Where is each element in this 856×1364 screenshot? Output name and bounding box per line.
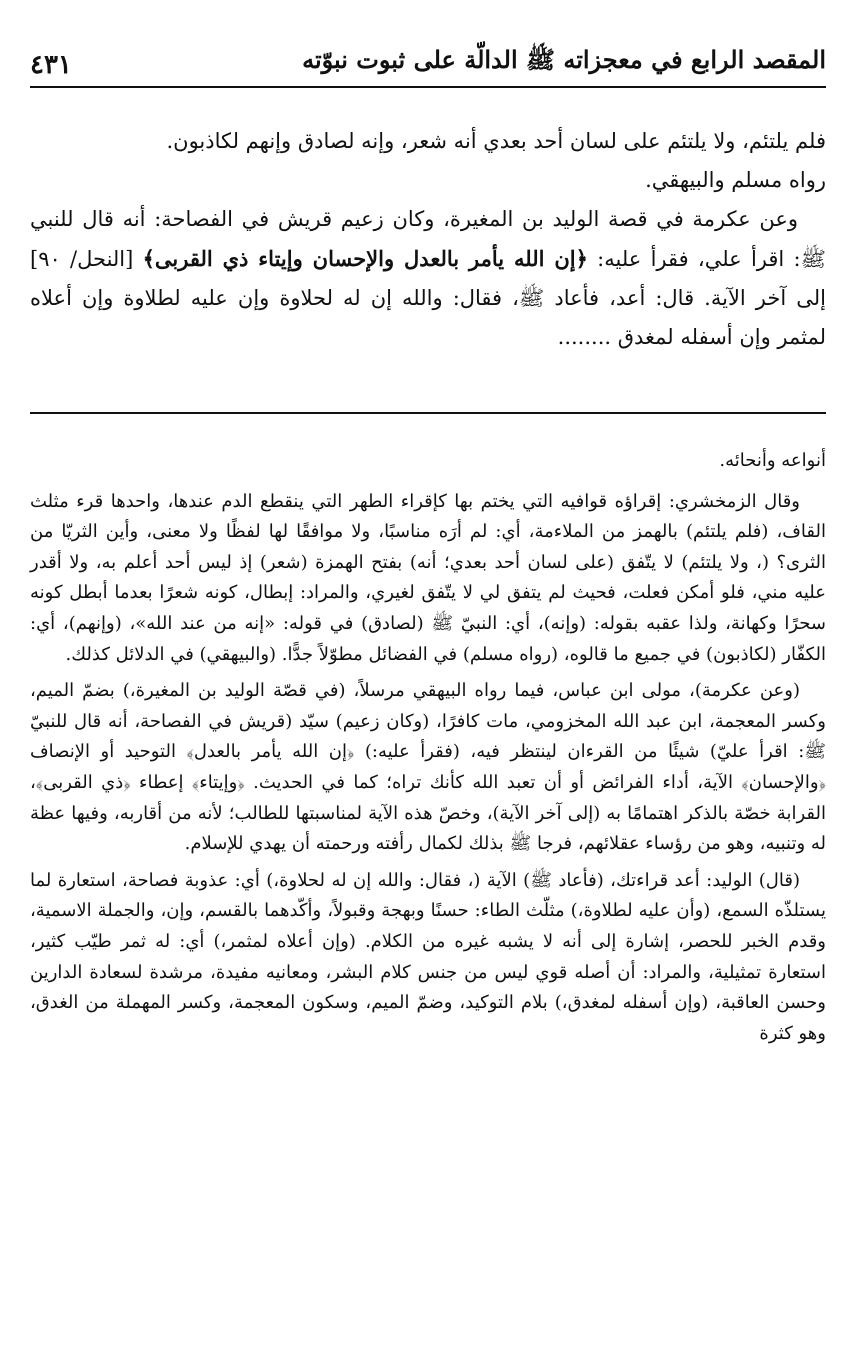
header-title: المقصد الرابع في معجزاته ﷺ الدالّة على ثبوت نبوّته (302, 45, 826, 74)
commentary-paragraph-1: أنواعه وأنحائه. (719, 450, 826, 471)
commentary-paragraph-3: (وعن عكرمة)، مولى ابن عباس، فيما رواه البيهقي مرسلاً، (في قصّة الوليد بن المغيرة،) بضمّ الميم، وكسر المعجمة، ابن عبد الله المخزومي، مات كافرًا، (وكان زعيم) سيّد (قريش في الفصاحة، أنه قال للنبيّ ﷺ: اقرأ عليّ) شيئًا من القرءان لينتظر فيه، (فقرأ عليه:) ﴿إن الله يأمر بالعدل﴾ التوحيد أو الإنصاف ﴿والإحسان﴾ الآية، أداء الفرائض أو أن تعبد الله كأنك تراه؛ كما في الحديث. ﴿وإيتاء﴾ إعطاء ﴿ذي القربى﴾، القرابة خصّة بالذكر اهتمامًا به (إلى آخر الآية)، وخصّ هذه الآية لمناسبتها للطالب؛ لأنه من أقاربه، وفيها عظة له وتنبيه، وهو من رؤساء عقلائهم، فرجا ﷺ بذلك لكمال رأفته ورحمته أن يهدي للإسلام. (30, 680, 826, 855)
quran-verse: ﴿إن الله يأمر بالعدل والإحسان وإيتاء ذي القربى﴾ (142, 246, 588, 271)
main-text (30, 122, 826, 357)
running-header (30, 40, 826, 88)
commentary-text (30, 446, 826, 1055)
main-paragraph-2: رواه مسلم والبيهقي. (645, 168, 826, 192)
main-paragraph-3 (30, 200, 826, 357)
page-number: ٤٣١ (30, 50, 72, 80)
section-divider (30, 412, 826, 414)
commentary-paragraph-2: وقال الزمخشري: إقراؤه قوافيه التي يختم بها كإقراء الطهر التي ينقطع الدم عندها، واحدها قرء مثلث القاف، (فلم يلتئم) بالهمز من الملاءمة، أي: لم أرَه مناسبًا، ولا موافقًا لها لفظًا ولا معنى، وأين الثريّا من الثرى؟ (، ولا يلتئم) لا يتّفق (على لسان أحد بعدي؛ أنه) بفتح الهمزة (شعر) إذ ليس أحد أعلم به، ولا أقدر عليه مني، فلو أمكن فعلت، فحيث لم يتفق لي لا يتّفق لغيري، والمراد: إبطال، كونه شعرًا بعدما أبطل كونه سحرًا وكهانة، ولذا عقبه بقوله: (وإنه)، أي: النبيّ ﷺ (لصادق) في قوله: «إنه من عند الله»، (وإنهم)، أي: الكفّار (لكاذبون) في جميع ما قالوه، (رواه مسلم) في الفضائل مطوّلاً جدًّا. (والبيهقي) في الدلائل كذلك. (30, 490, 826, 665)
main-paragraph-3-part-2: [النحل/ ٩٠] إلى آخر الآية. قال: أعد، فأعاد ﷺ، فقال: والله إن له لحلاوة وإن عليه لطلاوة وإن أعلاه لمثمر وإن أسفله لمغدق ........ (30, 247, 826, 349)
book-page (20, 0, 836, 1364)
main-paragraph-1: فلم يلتئم، ولا يلتئم على لسان أحد بعدي أنه شعر، وإنه لصادق وإنهم لكاذبون. (166, 129, 826, 153)
main-paragraph-3-part-1: وعن عكرمة في قصة الوليد بن المغيرة، وكان زعيم قريش في الفصاحة: أنه قال للنبي ﷺ: اقرأ علي، فقرأ عليه: (30, 207, 826, 271)
commentary-paragraph-4: (قال) الوليد: أعد قراءتك، (فأعاد ﷺ) الآية (، فقال: والله إن له لحلاوة،) أي: عذوبة فصاحة، استعارة لما يستلذّه السمع، (وأن عليه لطلاوة،) مثلّث الطاء: حسنًا وبهجة وقبولاً، وأكّدهما بالقسم، وإن، والجملة الاسمية، وقدم الخبر للحصر، إشارة إلى أنه لا يشبه غيره من الكلام. (وإن أعلاه لمثمر،) أي: له ثمر طيّب كثير، استعارة تمثيلية، والمراد: أن أصله قوي ليس من جنس كلام البشر، ومعانيه مفيدة، مرشدة لسعادة الدارين وحسن العاقبة، (وإن أسفله لمغدق،) بلام التوكيد، وضمّ الميم، وسكون المعجمة، وكسر المهملة من الغدق، وهو كثرة (30, 869, 826, 1044)
